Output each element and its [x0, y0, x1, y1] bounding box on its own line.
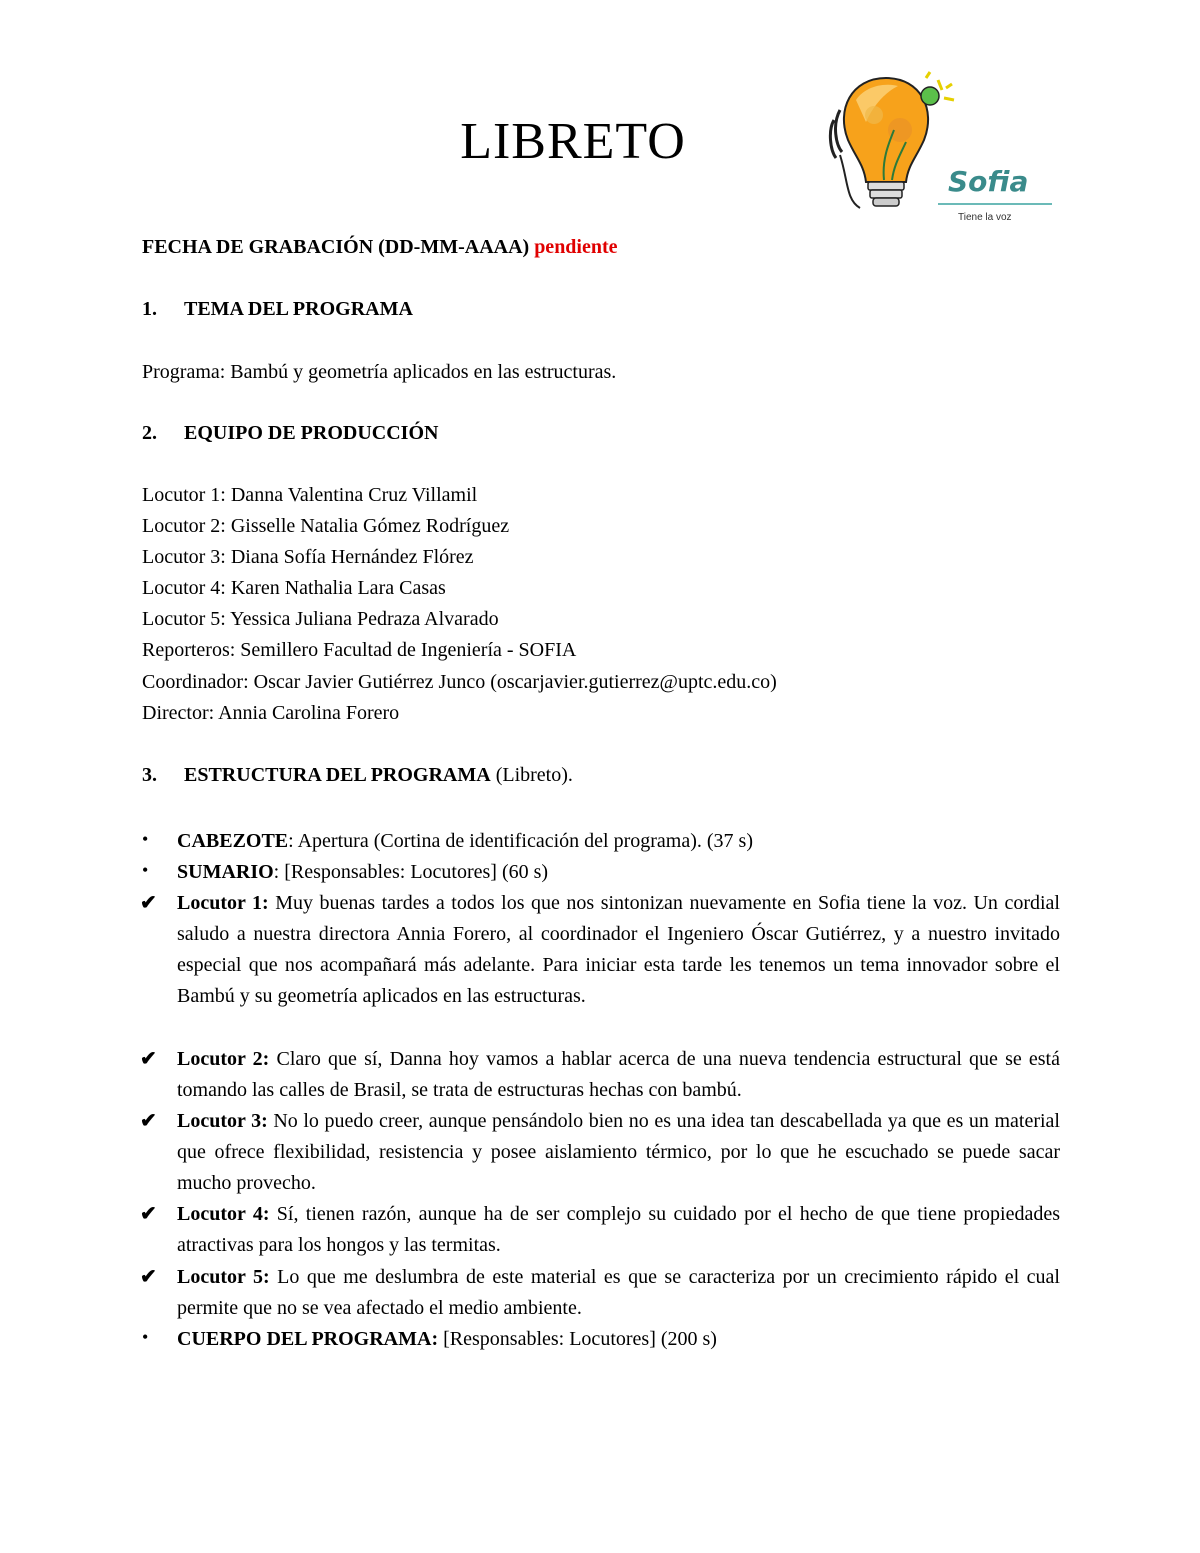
section-title: ESTRUCTURA DEL PROGRAMA — [184, 764, 491, 786]
team-member: Locutor 2: Gisselle Natalia Gómez Rodríguez — [142, 515, 510, 537]
section-heading-1 — [142, 298, 413, 321]
program-topic: Programa: Bambú y geometría aplicados en las estructuras. — [142, 361, 617, 383]
item-text: Claro que sí, Danna hoy vamos a hablar acerca de una nueva tendencia estructural que se está tomando las calles de Brasil, se trata de estructuras hechas con bambú. — [177, 1048, 1060, 1101]
script-item — [177, 1106, 1060, 1199]
script-item — [177, 1044, 1060, 1106]
item-label: Locutor 4: — [177, 1203, 270, 1225]
team-member: Director: Annia Carolina Forero — [142, 702, 400, 724]
team-member: Locutor 4: Karen Nathalia Lara Casas — [142, 577, 446, 599]
bullet-icon: • — [142, 829, 149, 849]
checkmark-icon: ✔ — [140, 892, 157, 914]
item-label: Locutor 5: — [177, 1266, 270, 1288]
item-text: Muy buenas tardes a todos los que nos sintonizan nuevamente en Sofia tiene la voz. Un cordial saludo a nuestra directora Annia Forero, al coordinador el Ingeniero Óscar Gutiérrez, y a nuestro invitado especial que nos acompañará más adelante. Para iniciar esta tarde les tenemos un tema innovador sobre el Bambú y su geometría aplicados en las estructuras. — [177, 892, 1060, 1007]
recording-date-status: pendiente — [534, 236, 618, 258]
item-text: No lo puedo creer, aunque pensándolo bien no es una idea tan descabellada ya que es un material que ofrece flexibilidad, resistencia y posee aislamiento térmico, por lo que he escuchado se puede sacar mucho provecho. — [177, 1110, 1060, 1194]
section-number: 3. — [142, 764, 157, 786]
bullet-icon: • — [142, 1327, 149, 1347]
document-title: LIBRETO — [460, 113, 686, 170]
checkmark-icon: ✔ — [140, 1048, 157, 1070]
script-item — [177, 888, 1060, 1012]
section-title: EQUIPO DE PRODUCCIÓN — [184, 422, 439, 444]
item-label: CUERPO DEL PROGRAMA — [177, 1328, 432, 1350]
script-item — [177, 1262, 1060, 1324]
item-label: Locutor 3: — [177, 1110, 268, 1132]
logo-tagline: Tiene la voz — [958, 212, 1012, 223]
script-item — [177, 1324, 1060, 1355]
item-text: [Responsables: Locutores] (60 s) — [279, 861, 549, 883]
checkmark-icon: ✔ — [140, 1266, 157, 1288]
sparkle-icon — [921, 72, 954, 105]
script-item — [177, 857, 1060, 888]
item-text: Lo que me deslumbra de este material es que se caracteriza por un crecimiento rápido el cual permite que no se vea afectado el medio ambiente. — [177, 1266, 1060, 1319]
bullet-icon: • — [142, 860, 149, 880]
item-text: Sí, tienen razón, aunque ha de ser complejo su cuidado por el hecho de que tiene propiedades atractivas para los hongos y las termitas. — [177, 1203, 1060, 1256]
checkmark-icon: ✔ — [140, 1110, 157, 1132]
team-member: Locutor 5: Yessica Juliana Pedraza Alvarado — [142, 608, 499, 630]
recording-date-label: FECHA DE GRABACIÓN (DD-MM-AAAA) — [142, 236, 530, 258]
item-text: [Responsables: Locutores] (200 s) — [438, 1328, 717, 1350]
item-label: Locutor 2: — [177, 1048, 270, 1070]
script-item — [177, 1199, 1060, 1261]
item-label: Locutor 1: — [177, 892, 269, 914]
team-member: Coordinador: Oscar Javier Gutiérrez Junco (oscarjavier.gutierrez@uptc.edu.co) — [142, 671, 777, 693]
lightbulb-icon — [830, 78, 928, 208]
script-item — [177, 826, 1060, 857]
item-sep: : — [431, 1328, 439, 1350]
section-heading-3 — [142, 764, 573, 787]
item-label: CABEZOTE — [177, 830, 289, 852]
section-number: 2. — [142, 422, 157, 444]
team-member: Locutor 1: Danna Valentina Cruz Villamil — [142, 484, 478, 506]
item-sep: : — [288, 830, 294, 852]
team-member: Reporteros: Semillero Facultad de Ingeniería - SOFIA — [142, 639, 577, 661]
logo-name: Sofia — [948, 165, 1029, 198]
item-label: SUMARIO — [177, 861, 274, 883]
section-heading-2 — [142, 422, 438, 445]
checkmark-icon: ✔ — [140, 1203, 157, 1225]
section-title: TEMA DEL PROGRAMA — [184, 298, 413, 320]
section-number: 1. — [142, 298, 157, 320]
recording-date — [142, 236, 618, 259]
item-sep: : — [273, 861, 280, 883]
section-suffix: (Libreto). — [490, 764, 573, 786]
team-member: Locutor 3: Diana Sofía Hernández Flórez — [142, 546, 474, 568]
item-text: Apertura (Cortina de identificación del programa). (37 s) — [293, 830, 753, 852]
sofia-logo — [826, 70, 1056, 230]
